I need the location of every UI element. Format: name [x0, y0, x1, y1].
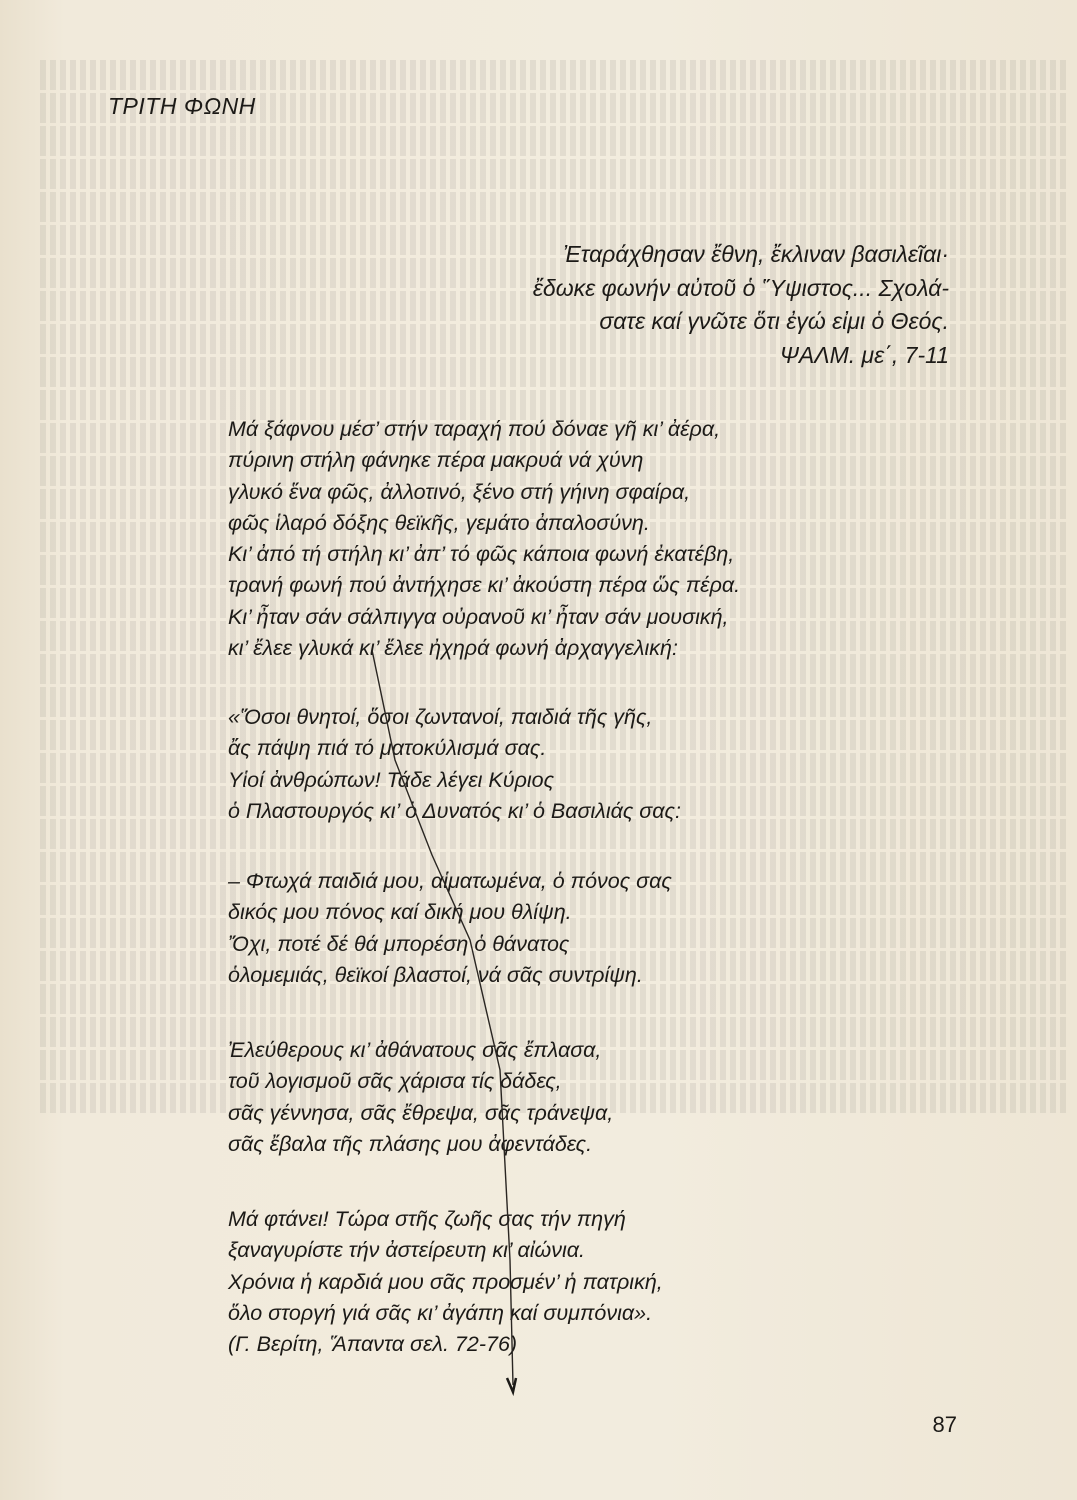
poem-line: ὁλομεμιάς, θεϊκοί βλαστοί, νά σᾶς συντρίψη. [228, 962, 643, 987]
pen-line-end [507, 1378, 516, 1392]
epigraph-line: ἔδωκε φωνήν αὐτοῦ ὁ Ὕψιστος... Σχολά- [532, 274, 949, 301]
poem-line: Ἐλεύθερους κι’ ἀθάνατους σᾶς ἔπλασα, [228, 1038, 602, 1062]
poem-line: τρανή φωνή πού ἀντήχησε κι’ ἀκούστη πέρα ὥς πέρα. [228, 573, 741, 598]
poem-stanza-5 [228, 1204, 663, 1360]
poem-line: Κι’ ἦταν σάν σάλπιγγα οὐρανοῦ κι’ ἦταν σάν μουσική, [228, 604, 729, 629]
poem-stanza-1 [228, 414, 740, 664]
poem-line: «Ὅσοι θνητοί, ὅσοι ζωντανοί, παιδιά τῆς γῆς, [228, 705, 653, 729]
poem-line: ξαναγυρίστε τήν ἀστείρευτη κι’ αἰώνια. [228, 1238, 586, 1263]
poem-line: φῶς ἱλαρό δόξης θεϊκῆς, γεμάτο ἀπαλοσύνη. [228, 510, 650, 535]
poem-line: γλυκό ἕνα φῶς, ἀλλοτινό, ξένο στή γήινη σφαίρα, [228, 479, 691, 504]
poem-line: Μά ξάφνου μέσ’ στήν ταραχή πού δόναε γῆ κι’ ἀέρα, [228, 417, 721, 441]
poem-stanza-4 [228, 1035, 613, 1160]
epigraph-citation: ΨΑΛΜ. με΄, 7-11 [779, 341, 949, 368]
poem-line: ἄς πάψη πιά τό ματοκύλισμά σας. [228, 736, 547, 761]
poem-citation: (Γ. Βερίτη, Ἅπαντα σελ. 72-76) [228, 1332, 518, 1357]
page-number: 87 [932, 1412, 957, 1437]
poem-line: Μά φτάνει! Τώρα στῆς ζωῆς σας τήν πηγή [228, 1207, 626, 1231]
poem-line: σᾶς γέννησα, σᾶς ἔθρεψα, σᾶς τράνεψα, [228, 1100, 614, 1125]
epigraph-line: σατε καί γνῶτε ὅτι ἐγώ εἰμι ὁ Θεός. [599, 308, 949, 334]
poem-stanza-2 [228, 702, 681, 827]
poem-line: πύρινη στήλη φάνηκε πέρα μακρυά νά χύνη [228, 448, 644, 473]
poem-line: ὅλο στοργή γιά σᾶς κι’ ἀγάπη καί συμπόνια». [228, 1300, 653, 1325]
section-title: ΤΡΙΤΗ ΦΩΝΗ [108, 93, 256, 119]
poem-line: κι’ ἔλεε γλυκά κι’ ἔλεε ἠχηρά φωνή ἀρχαγγελική: [228, 636, 678, 661]
poem-line: σᾶς ἔβαλα τῆς πλάσης μου ἀφεντάδες. [228, 1131, 593, 1156]
poem-stanza-3 [228, 866, 672, 991]
poem-line: ὁ Πλαστουργός κι’ ὁ Δυνατός κι’ ὁ Βασιλιάς σας: [228, 798, 681, 823]
poem-line: – Φτωχά παιδιά μου, αἱματωμένα, ὁ πόνος σας [228, 869, 672, 893]
poem-line: Χρόνια ἡ καρδιά μου σᾶς προσμέν’ ἡ πατρική, [228, 1269, 663, 1294]
epigraph [533, 238, 949, 372]
poem-line: Κι’ ἀπό τή στήλη κι’ ἀπ’ τό φῶς κάποια φωνή ἐκατέβη, [228, 542, 735, 567]
poem-line: τοῦ λογισμοῦ σᾶς χάρισα τίς δάδες, [228, 1069, 562, 1094]
epigraph-line: Ἐταράχθησαν ἔθνη, ἔκλιναν βασιλεῖαι· [563, 241, 949, 267]
poem-line: Ὄχι, ποτέ δέ θά μπορέση ὁ θάνατος [228, 931, 570, 956]
poem-line: Υἱοί ἀνθρώπων! Τάδε λέγει Κύριος [228, 767, 555, 792]
poem-line: δικός μου πόνος καί δική μου θλίψη. [228, 900, 572, 925]
